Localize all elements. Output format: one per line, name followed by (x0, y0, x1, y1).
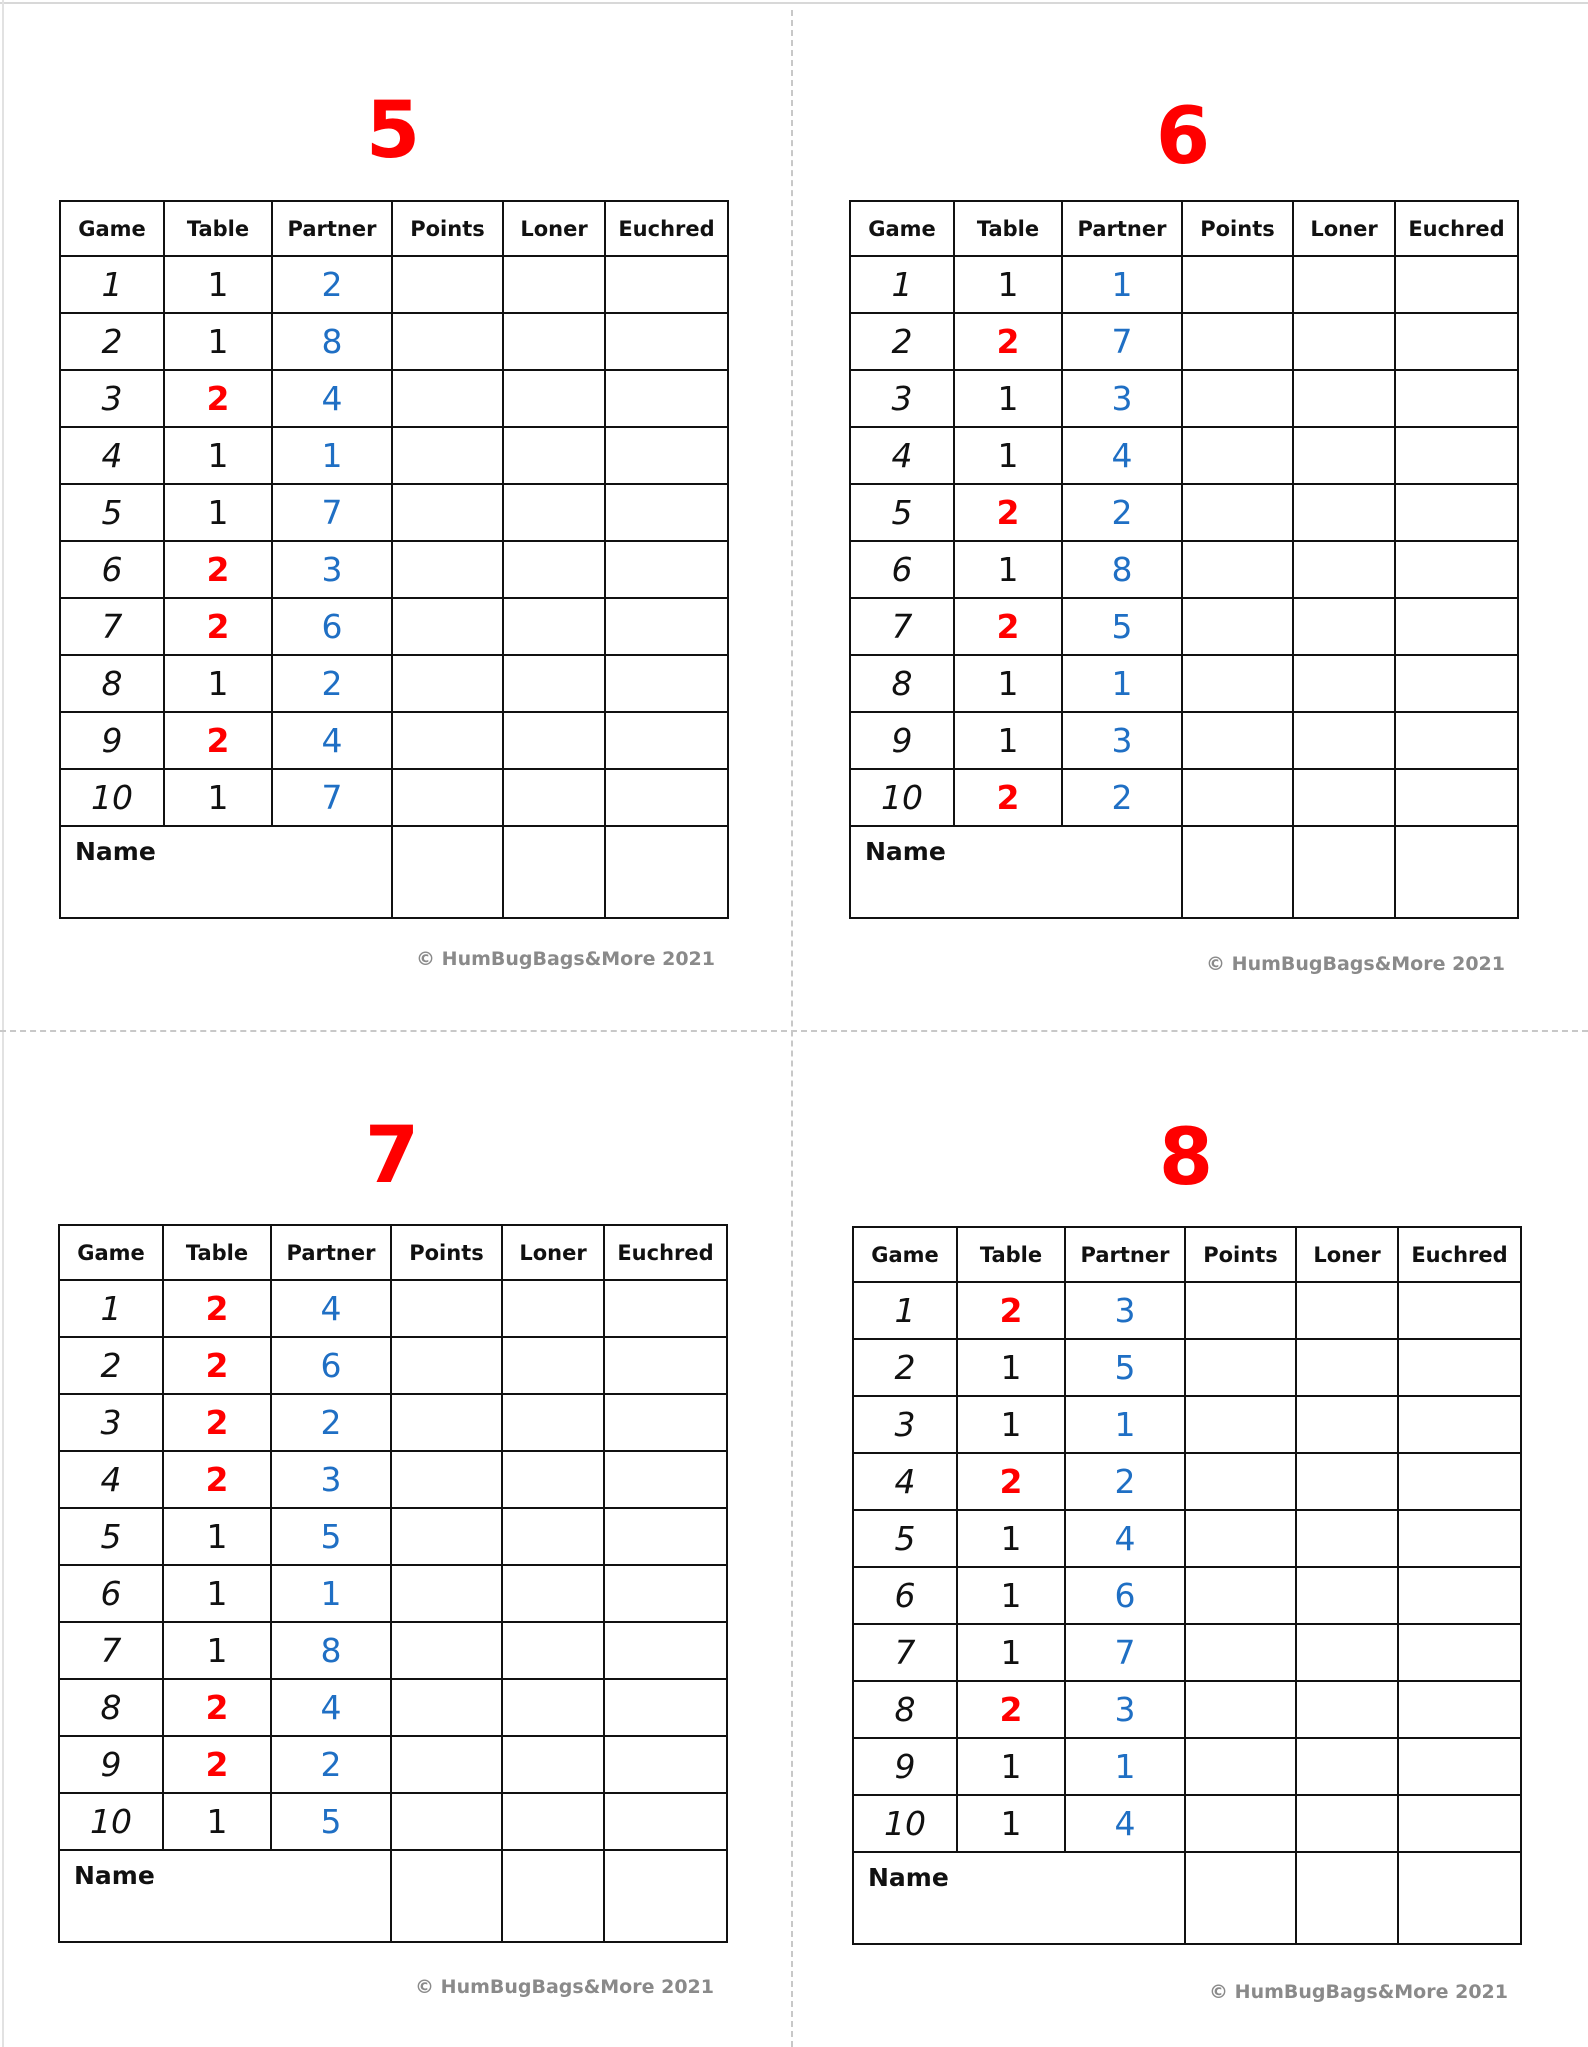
loner-total-cell[interactable] (502, 1850, 604, 1942)
player-number: 6 (1155, 92, 1211, 182)
game-cell: 8 (850, 655, 954, 712)
euchred-total-cell[interactable] (1398, 1852, 1521, 1944)
game-cell: 9 (853, 1738, 957, 1795)
game-cell: 5 (60, 484, 164, 541)
table-cell: 1 (954, 541, 1062, 598)
game-cell: 6 (850, 541, 954, 598)
points-cell[interactable] (391, 1508, 502, 1565)
game-cell: 7 (850, 598, 954, 655)
partner-cell: 3 (272, 541, 392, 598)
euchred-cell[interactable] (1398, 1624, 1521, 1681)
game-cell: 4 (853, 1453, 957, 1510)
partner-cell: 4 (1065, 1510, 1185, 1567)
partner-cell: 1 (271, 1565, 391, 1622)
loner-cell[interactable] (502, 1736, 604, 1793)
score-table (852, 1226, 1522, 1945)
loner-cell[interactable] (502, 1565, 604, 1622)
euchred-cell[interactable] (1398, 1795, 1521, 1852)
game-cell: 2 (853, 1339, 957, 1396)
game-cell: 2 (59, 1337, 163, 1394)
table-row (853, 1738, 1521, 1795)
euchred-cell[interactable] (1398, 1510, 1521, 1567)
game-cell: 7 (59, 1622, 163, 1679)
column-header-points: Points (391, 1225, 502, 1280)
game-cell: 7 (853, 1624, 957, 1681)
name-cell[interactable] (853, 1852, 1185, 1944)
table-cell: 2 (957, 1453, 1065, 1510)
column-header-table: Table (164, 201, 272, 256)
page-border (2, 0, 4, 2047)
partner-cell: 3 (1062, 712, 1182, 769)
loner-total-cell[interactable] (1296, 1852, 1398, 1944)
partner-cell: 8 (272, 313, 392, 370)
partner-cell: 4 (1062, 427, 1182, 484)
table-row (853, 1282, 1521, 1339)
loner-cell[interactable] (502, 1679, 604, 1736)
euchred-cell[interactable] (604, 1337, 727, 1394)
table-cell: 2 (954, 769, 1062, 826)
points-cell[interactable] (1185, 1567, 1296, 1624)
game-cell: 9 (59, 1736, 163, 1793)
loner-cell[interactable] (1296, 1795, 1398, 1852)
game-cell: 3 (853, 1396, 957, 1453)
table-cell: 1 (164, 313, 272, 370)
game-cell: 3 (850, 370, 954, 427)
table-cell: 2 (164, 712, 272, 769)
euchred-cell[interactable] (604, 1793, 727, 1850)
column-header-points: Points (1182, 201, 1293, 256)
column-header-partner: Partner (271, 1225, 391, 1280)
points-total-cell[interactable] (391, 1850, 502, 1942)
euchred-cell[interactable] (1398, 1567, 1521, 1624)
name-label: Name (865, 837, 946, 866)
table-cell: 2 (163, 1679, 271, 1736)
table-row (59, 1451, 727, 1508)
points-cell[interactable] (391, 1337, 502, 1394)
table-row (59, 1679, 727, 1736)
column-header-points: Points (1185, 1227, 1296, 1282)
table-cell: 1 (164, 427, 272, 484)
points-cell[interactable] (391, 1451, 502, 1508)
partner-cell: 8 (271, 1622, 391, 1679)
loner-cell[interactable] (502, 1280, 604, 1337)
table-row (59, 1793, 727, 1850)
loner-cell[interactable] (1296, 1738, 1398, 1795)
partner-cell: 2 (272, 256, 392, 313)
table-row (853, 1396, 1521, 1453)
table-row (853, 1453, 1521, 1510)
euchred-cell[interactable] (604, 1280, 727, 1337)
partner-cell: 3 (1062, 370, 1182, 427)
partner-cell: 4 (272, 712, 392, 769)
points-cell[interactable] (391, 1622, 502, 1679)
game-cell: 10 (60, 769, 164, 826)
column-header-partner: Partner (272, 201, 392, 256)
table-cell: 2 (954, 313, 1062, 370)
column-header-loner: Loner (1293, 201, 1395, 256)
game-cell: 6 (59, 1565, 163, 1622)
column-header-table: Table (954, 201, 1062, 256)
score-table (58, 1224, 728, 1943)
loner-cell[interactable] (1296, 1510, 1398, 1567)
column-header-euchred: Euchred (604, 1225, 727, 1280)
partner-cell: 2 (1065, 1453, 1185, 1510)
euchred-cell[interactable] (1398, 1738, 1521, 1795)
loner-cell[interactable] (1296, 1567, 1398, 1624)
partner-cell: 4 (272, 370, 392, 427)
partner-cell: 6 (1065, 1567, 1185, 1624)
loner-cell[interactable] (502, 1394, 604, 1451)
header-row (853, 1227, 1521, 1282)
table-cell: 2 (164, 598, 272, 655)
table-cell: 1 (957, 1396, 1065, 1453)
game-cell: 6 (60, 541, 164, 598)
game-cell: 8 (59, 1679, 163, 1736)
table-row (59, 1622, 727, 1679)
table-cell: 1 (954, 712, 1062, 769)
table-cell: 1 (163, 1508, 271, 1565)
table-cell: 1 (163, 1565, 271, 1622)
table-cell: 2 (163, 1337, 271, 1394)
name-label: Name (75, 837, 156, 866)
points-cell[interactable] (1185, 1510, 1296, 1567)
table-cell: 2 (957, 1282, 1065, 1339)
euchred-cell[interactable] (1398, 1339, 1521, 1396)
column-header-euchred: Euchred (1398, 1227, 1521, 1282)
euchred-cell[interactable] (604, 1622, 727, 1679)
table-cell: 2 (163, 1736, 271, 1793)
partner-cell: 1 (1062, 655, 1182, 712)
column-header-loner: Loner (502, 1225, 604, 1280)
table-cell: 1 (164, 769, 272, 826)
table-row (853, 1624, 1521, 1681)
table-cell: 1 (163, 1622, 271, 1679)
column-header-game: Game (850, 201, 954, 256)
loner-cell[interactable] (502, 1622, 604, 1679)
table-cell: 2 (163, 1280, 271, 1337)
points-total-cell[interactable] (1185, 1852, 1296, 1944)
table-cell: 1 (957, 1795, 1065, 1852)
game-cell: 2 (850, 313, 954, 370)
column-header-loner: Loner (503, 201, 605, 256)
loner-cell[interactable] (502, 1508, 604, 1565)
points-cell[interactable] (1185, 1282, 1296, 1339)
game-cell: 1 (853, 1282, 957, 1339)
points-cell[interactable] (1185, 1681, 1296, 1738)
table-cell: 2 (163, 1394, 271, 1451)
partner-cell: 6 (272, 598, 392, 655)
table-cell: 2 (164, 541, 272, 598)
game-cell: 4 (59, 1451, 163, 1508)
table-cell: 1 (954, 370, 1062, 427)
game-cell: 4 (850, 427, 954, 484)
euchred-cell[interactable] (1398, 1396, 1521, 1453)
table-row (853, 1510, 1521, 1567)
points-cell[interactable] (1185, 1396, 1296, 1453)
points-cell[interactable] (1185, 1738, 1296, 1795)
table-cell: 1 (954, 655, 1062, 712)
partner-cell: 3 (271, 1451, 391, 1508)
game-cell: 9 (850, 712, 954, 769)
column-header-game: Game (853, 1227, 957, 1282)
game-cell: 5 (59, 1508, 163, 1565)
partner-cell: 7 (1065, 1624, 1185, 1681)
copyright-notice: © HumBugBags&More 2021 (1206, 953, 1505, 975)
partner-cell: 2 (272, 655, 392, 712)
game-cell: 1 (60, 256, 164, 313)
game-cell: 9 (60, 712, 164, 769)
partner-cell: 7 (272, 484, 392, 541)
game-cell: 3 (60, 370, 164, 427)
column-header-euchred: Euchred (605, 201, 728, 256)
game-cell: 6 (853, 1567, 957, 1624)
table-row (853, 1795, 1521, 1852)
partner-cell: 1 (272, 427, 392, 484)
euchred-cell[interactable] (1398, 1681, 1521, 1738)
partner-cell: 2 (1062, 484, 1182, 541)
euchred-cell[interactable] (604, 1451, 727, 1508)
partner-cell: 1 (1065, 1738, 1185, 1795)
partner-cell: 5 (1062, 598, 1182, 655)
game-cell: 1 (59, 1280, 163, 1337)
game-cell: 3 (59, 1394, 163, 1451)
header-row (59, 1225, 727, 1280)
table-row (59, 1337, 727, 1394)
partner-cell: 1 (1065, 1396, 1185, 1453)
euchred-cell[interactable] (604, 1565, 727, 1622)
partner-cell: 8 (1062, 541, 1182, 598)
euchred-cell[interactable] (604, 1394, 727, 1451)
table-cell: 1 (164, 484, 272, 541)
points-cell[interactable] (391, 1679, 502, 1736)
partner-cell: 7 (1062, 313, 1182, 370)
player-number: 5 (365, 86, 421, 176)
partner-cell: 4 (271, 1280, 391, 1337)
loner-cell[interactable] (1296, 1396, 1398, 1453)
column-header-partner: Partner (1062, 201, 1182, 256)
table-row (853, 1681, 1521, 1738)
table-cell: 2 (957, 1681, 1065, 1738)
table-row (853, 1567, 1521, 1624)
points-cell[interactable] (391, 1280, 502, 1337)
game-cell: 5 (850, 484, 954, 541)
table-cell: 2 (163, 1451, 271, 1508)
partner-cell: 2 (271, 1736, 391, 1793)
vertical-cut-line (791, 10, 793, 2047)
copyright-notice: © HumBugBags&More 2021 (415, 1976, 714, 1998)
copyright-notice: © HumBugBags&More 2021 (1209, 1981, 1508, 2003)
partner-cell: 5 (1065, 1339, 1185, 1396)
points-cell[interactable] (1185, 1339, 1296, 1396)
game-cell: 1 (850, 256, 954, 313)
partner-cell: 1 (1062, 256, 1182, 313)
euchred-total-cell[interactable] (604, 1850, 727, 1942)
table-row (59, 1394, 727, 1451)
table-cell: 1 (957, 1510, 1065, 1567)
loner-cell[interactable] (1296, 1681, 1398, 1738)
table-cell: 1 (164, 655, 272, 712)
player-number: 8 (1158, 1113, 1214, 1203)
column-header-table: Table (957, 1227, 1065, 1282)
table-cell: 2 (164, 370, 272, 427)
name-row (853, 1852, 1521, 1944)
loner-cell[interactable] (502, 1337, 604, 1394)
partner-cell: 2 (1062, 769, 1182, 826)
game-cell: 10 (850, 769, 954, 826)
euchred-cell[interactable] (1398, 1282, 1521, 1339)
partner-cell: 6 (271, 1337, 391, 1394)
points-cell[interactable] (391, 1565, 502, 1622)
points-cell[interactable] (391, 1394, 502, 1451)
loner-cell[interactable] (502, 1793, 604, 1850)
column-header-table: Table (163, 1225, 271, 1280)
loner-cell[interactable] (1296, 1339, 1398, 1396)
game-cell: 4 (60, 427, 164, 484)
name-label: Name (868, 1863, 949, 1892)
column-header-euchred: Euchred (1395, 201, 1518, 256)
game-cell: 8 (853, 1681, 957, 1738)
copyright-notice: © HumBugBags&More 2021 (416, 948, 715, 970)
column-header-loner: Loner (1296, 1227, 1398, 1282)
points-cell[interactable] (1185, 1795, 1296, 1852)
table-cell: 1 (164, 256, 272, 313)
table-row (59, 1280, 727, 1337)
table-cell: 1 (163, 1793, 271, 1850)
loner-cell[interactable] (502, 1451, 604, 1508)
partner-cell: 2 (271, 1394, 391, 1451)
name-cell[interactable] (59, 1850, 391, 1942)
player-number: 7 (364, 1111, 420, 1201)
euchred-cell[interactable] (1398, 1453, 1521, 1510)
table-row (853, 1339, 1521, 1396)
loner-cell[interactable] (1296, 1282, 1398, 1339)
table-row (59, 1736, 727, 1793)
column-header-game: Game (59, 1225, 163, 1280)
points-cell[interactable] (391, 1736, 502, 1793)
game-cell: 5 (853, 1510, 957, 1567)
table-cell: 2 (954, 484, 1062, 541)
table-cell: 1 (957, 1567, 1065, 1624)
game-cell: 8 (60, 655, 164, 712)
points-cell[interactable] (1185, 1453, 1296, 1510)
column-header-game: Game (60, 201, 164, 256)
name-row (59, 1850, 727, 1942)
table-row (59, 1565, 727, 1622)
partner-cell: 5 (271, 1793, 391, 1850)
table-cell: 2 (954, 598, 1062, 655)
game-cell: 10 (59, 1793, 163, 1850)
euchred-cell[interactable] (604, 1679, 727, 1736)
game-cell: 7 (60, 598, 164, 655)
partner-cell: 5 (271, 1508, 391, 1565)
game-cell: 2 (60, 313, 164, 370)
table-cell: 1 (954, 427, 1062, 484)
loner-cell[interactable] (1296, 1624, 1398, 1681)
points-cell[interactable] (1185, 1624, 1296, 1681)
euchred-cell[interactable] (604, 1508, 727, 1565)
partner-cell: 4 (1065, 1795, 1185, 1852)
table-cell: 1 (957, 1339, 1065, 1396)
partner-cell: 4 (271, 1679, 391, 1736)
name-label: Name (74, 1861, 155, 1890)
partner-cell: 3 (1065, 1681, 1185, 1738)
points-cell[interactable] (391, 1793, 502, 1850)
table-cell: 1 (957, 1624, 1065, 1681)
partner-cell: 7 (272, 769, 392, 826)
game-cell: 10 (853, 1795, 957, 1852)
column-header-points: Points (392, 201, 503, 256)
loner-cell[interactable] (1296, 1453, 1398, 1510)
euchred-cell[interactable] (604, 1736, 727, 1793)
partner-cell: 3 (1065, 1282, 1185, 1339)
table-cell: 1 (954, 256, 1062, 313)
score-card-7 (58, 0, 726, 2047)
table-row (59, 1508, 727, 1565)
score-card-8 (852, 0, 1520, 2047)
table-cell: 1 (957, 1738, 1065, 1795)
column-header-partner: Partner (1065, 1227, 1185, 1282)
